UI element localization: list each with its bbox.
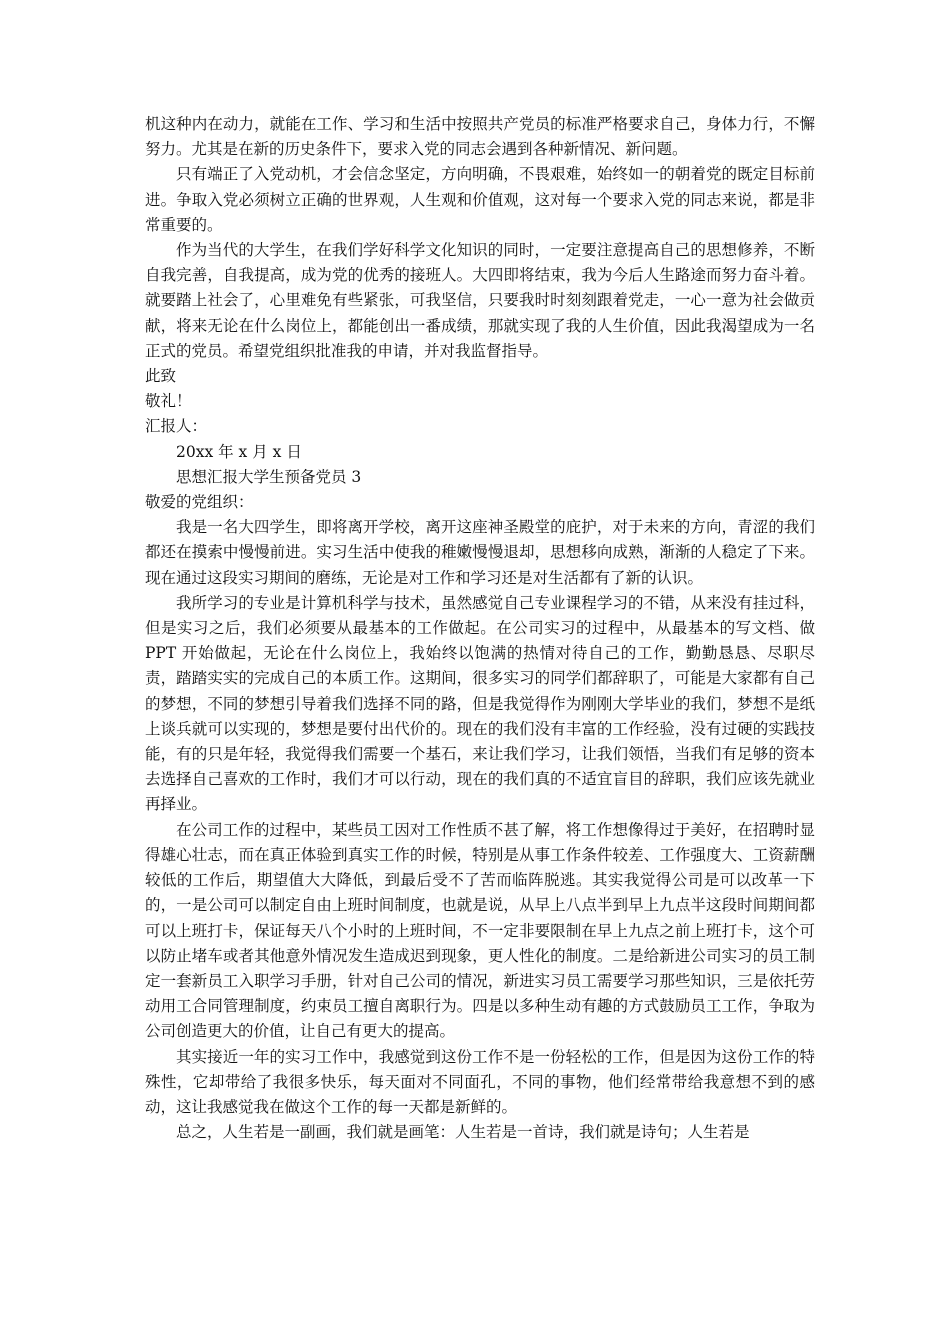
paragraph-2: 只有端正了入党动机，才会信念坚定，方向明确，不畏艰难，始终如一的朝着党的既定目标前进。争取入党必须树立正确的世界观，人生观和价值观，这对每一个要求入党的同志来说，都是非常重要的。 — [145, 165, 815, 234]
paragraph-1: 机这种内在动力，就能在工作、学习和生活中按照共产党员的标准严格要求自己，身体力行，不懈努力。尤其是在新的历史条件下，要求入党的同志会遇到各种新情况、新问题。 — [145, 115, 815, 159]
paragraph-6: 在公司工作的过程中，某些员工因对工作性质不甚了解，将工作想像得过于美好，在招聘时显得雄心壮志，而在真正体验到真实工作的时候，特别是从事工作条件较差、工作强度大、工资薪酬较低的工作后，期望值大大降低，到最后受不了苦而临阵脱逃。其实我觉得公司是可以改革一下的，一是公司可以制定自由上班时间制度，也就是说，从早上八点半到早上九点半这段时间期间都可以上班打卡，保证每天八个小时的上班时间，不一定非要限制在早上九点之前上班打卡，这个可以防止堵车或者其他意外情况发生造成迟到现象，更人性化的制度。二是给新进公司实习的员工制定一套新员工入职学习手册，针对自己公司的情况，新进实习员工需要学习那些知识，三是依托劳动用工合同管理制度，约束员工擅自离职行为。四是以多种生动有趣的方式鼓励员工工作，争取为公司创造更大的价值，让自己有更大的提高。 — [145, 820, 815, 1041]
paragraph-8: 总之，人生若是一副画，我们就是画笔：人生若是一首诗，我们就是诗句；人生若是 — [176, 1123, 750, 1142]
paragraph-3: 作为当代的大学生，在我们学好科学文化知识的同时，一定要注意提高自己的思想修养，不断自我完善，自我提高，成为党的优秀的接班人。大四即将结束，我为今后人生路途而努力奋斗着。就要踏上社会了，心里难免有些紧张，可我坚信，只要我时时刻刻跟着党走，一心一意为社会做贡献，将来无论在什么岗位上，都能创出一番成绩，那就实现了我的人生价值，因此我渴望成为一名正式的党员。希望党组织批准我的申请，并对我监督指导。 — [145, 241, 815, 360]
paragraph-4: 我是一名大四学生，即将离开学校，离开这座神圣殿堂的庇护，对于未来的方向，青涩的我们都还在摸索中慢慢前进。实习生活中使我的稚嫩慢慢退却，思想移向成熟，渐渐的人稳定了下来。现在通过这段实习期间的磨练，无论是对工作和学习还是对生活都有了新的认识。 — [145, 518, 815, 587]
closing-regards: 敬礼！ — [145, 392, 192, 411]
report-date: 20xx 年 x 月 x 日 — [176, 442, 302, 461]
greeting: 敬爱的党组织： — [145, 493, 254, 512]
paragraph-5: 我所学习的专业是计算机科学与技术，虽然感觉自己专业课程学习的不错，从来没有挂过科，但是实习之后，我们必须要从最基本的工作做起。在公司实习的过程中，从最基本的写文档、做 PPT 开始做起，无论在什么岗位上，我始终以饱满的热情对待自己的工作，勤勤恳恳、尽职尽责，踏踏实实的完成自己的本质工作。这期间，很多实习的同学们都辞职了，可能是大家都有自己的梦想，不同的梦想引导着我们选择不同的路，但是我觉得作为刚刚大学毕业的我们，梦想不是纸上谈兵就可以实现的，梦想是要付出代价的。现在的我们没有丰富的工作经验，没有过硬的实践技能，有的只是年轻，我觉得我们需要一个基石，来让我们学习，让我们领悟，当我们有足够的资本去选择自己喜欢的工作时，我们才可以行动，现在的我们真的不适宜盲目的辞职，我们应该先就业再择业。 — [145, 593, 815, 814]
closing-salutation: 此致 — [145, 367, 177, 386]
section-heading: 思想汇报大学生预备党员 3 — [176, 467, 362, 486]
reporter-label: 汇报人： — [145, 417, 208, 436]
paragraph-7: 其实接近一年的实习工作中，我感觉到这份工作不是一份轻松的工作，但是因为这份工作的特殊性，它却带给了我很多快乐，每天面对不同面孔，不同的事物，他们经常带给我意想不到的感动，这让我感觉我在做这个工作的每一天都是新鲜的。 — [145, 1047, 815, 1116]
document-page — [145, 112, 815, 1145]
